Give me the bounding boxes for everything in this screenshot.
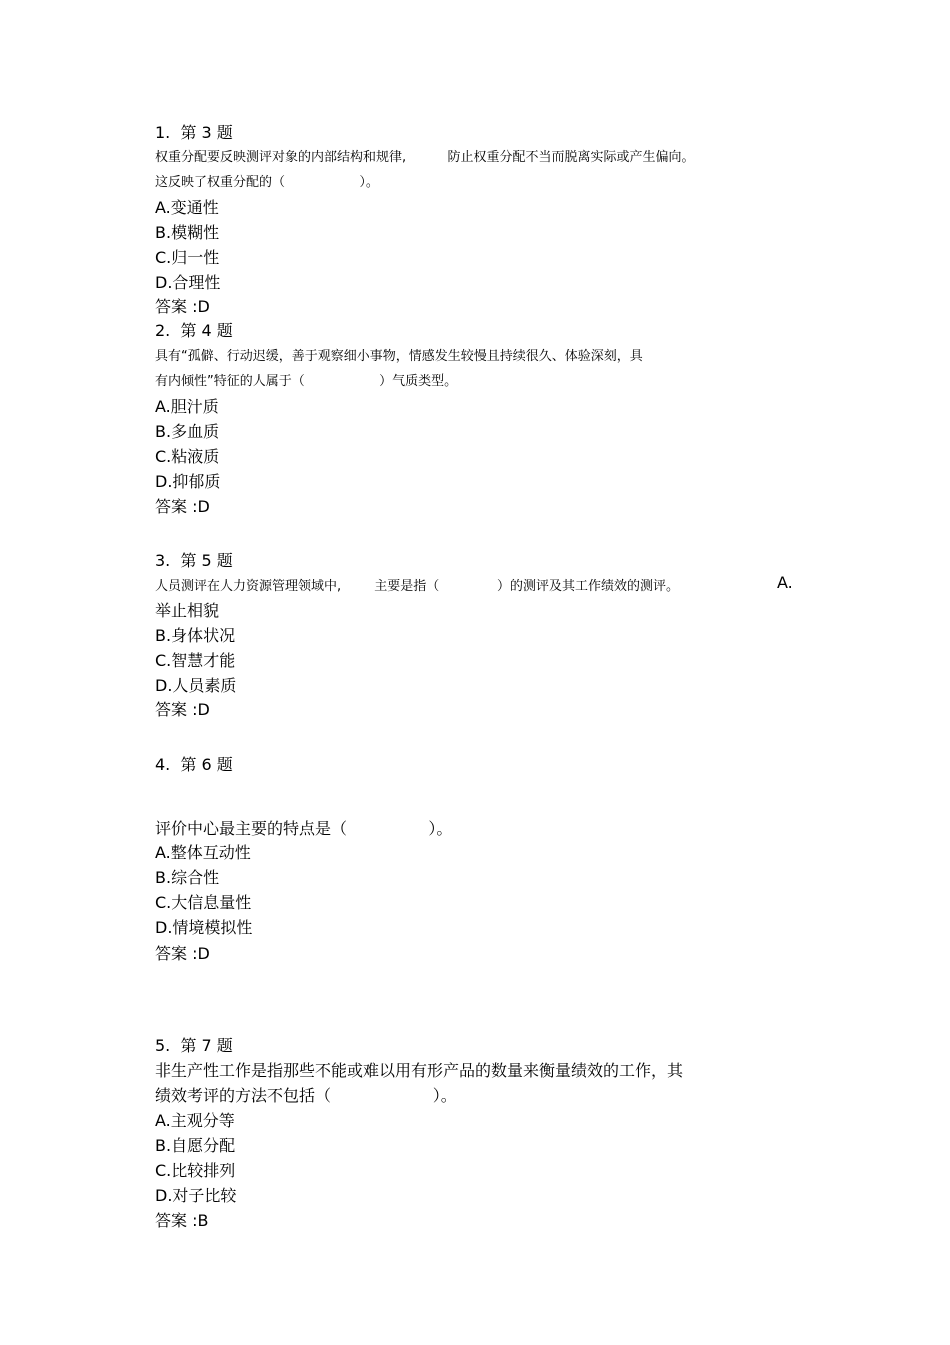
option-a: A.主观分等 <box>155 1111 235 1130</box>
answer: 答案 :D <box>155 944 210 963</box>
option-c: C.智慧才能 <box>155 651 236 670</box>
option-a: A.整体互动性 <box>155 843 251 862</box>
question-stem-line: 具有“孤僻、行动迟缓，善于观察细小事物，情感发生较慢且持续很久、体验深刻，具 <box>155 349 643 364</box>
question-header: 2. 第 4 题 <box>155 321 233 340</box>
option-a: A.胆汁质 <box>155 397 219 416</box>
answer: 答案 :D <box>155 497 210 516</box>
option-b: B.综合性 <box>155 868 220 887</box>
option-d: D.情境模拟性 <box>155 918 253 937</box>
question-header: 1. 第 3 题 <box>155 123 233 142</box>
option-d: D.合理性 <box>155 273 221 292</box>
question-stem-line: 评价中心最主要的特点是（ ）。 <box>155 819 453 838</box>
question-stem-line: 绩效考评的方法不包括（ ）。 <box>155 1086 457 1105</box>
answer: 答案 :D <box>155 700 210 719</box>
answer: 答案 :B <box>155 1211 209 1230</box>
question-stem-line: 权重分配要反映测评对象的内部结构和规律, 防止权重分配不当而脱离实际或产生偏向。 <box>155 150 695 165</box>
option-d: D.对子比较 <box>155 1186 237 1205</box>
option-c: C.比较排列 <box>155 1161 236 1180</box>
question-header: 5. 第 7 题 <box>155 1036 233 1055</box>
option-b: B.多血质 <box>155 422 220 441</box>
question-stem-line: 有内倾性”特征的人属于（ ）气质类型。 <box>155 374 458 389</box>
question-header: 3. 第 5 题 <box>155 551 233 570</box>
question-header: 4. 第 6 题 <box>155 755 233 774</box>
option-a: A.变通性 <box>155 198 219 217</box>
answer: 答案 :D <box>155 297 210 316</box>
question-stem-line: 这反映了权重分配的（ ）。 <box>155 175 379 190</box>
option-d: D.人员素质 <box>155 676 237 695</box>
option-a: 举止相貌 <box>155 601 220 620</box>
option-b: B.模糊性 <box>155 223 220 242</box>
question-stem-line: 非生产性工作是指那些不能或难以用有形产品的数量来衡量绩效的工作，其 <box>155 1061 684 1080</box>
option-c: C.大信息量性 <box>155 893 252 912</box>
option-b: B.身体状况 <box>155 626 236 645</box>
option-a-marker: A. <box>777 573 793 592</box>
question-stem-line: 人员测评在人力资源管理领域中, 主要是指（ ）的测评及其工作绩效的测评。 <box>155 579 680 594</box>
option-c: C.归一性 <box>155 248 220 267</box>
option-c: C.粘液质 <box>155 447 220 466</box>
option-b: B.自愿分配 <box>155 1136 236 1155</box>
option-d: D.抑郁质 <box>155 472 221 491</box>
